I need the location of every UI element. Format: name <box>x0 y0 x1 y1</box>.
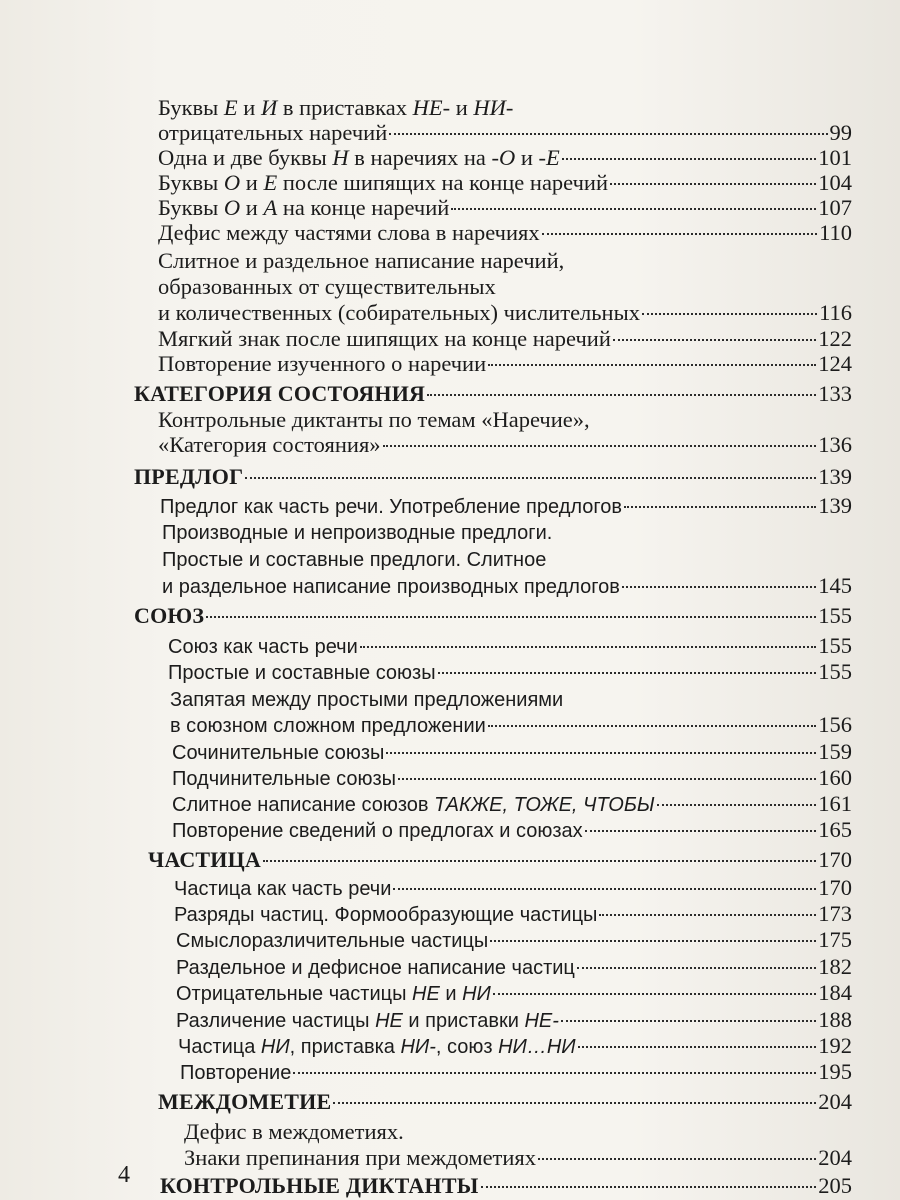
toc-entry <box>168 658 852 687</box>
toc-title-fragment: Производные и непроизводные предлоги. <box>162 522 553 544</box>
toc-title-fragment: Повторение <box>180 1062 292 1084</box>
toc-page-number: 104 <box>818 170 852 195</box>
toc-title-fragment: «Категория состояния» <box>158 432 381 457</box>
toc-entry-title <box>170 712 486 740</box>
toc-entry-title <box>158 95 513 120</box>
toc-entry-title <box>162 522 552 544</box>
toc-title-fragment: Одна и две буквы <box>158 145 333 170</box>
toc-page-number: 156 <box>818 712 852 737</box>
toc-entry-title <box>158 1088 331 1116</box>
toc-title-fragment: Раздельное и дефисное написание частиц <box>176 957 575 979</box>
toc-page-number: 133 <box>818 381 852 406</box>
toc-entry-title <box>162 549 546 571</box>
dot-leader <box>488 725 816 727</box>
toc-entry <box>174 874 852 903</box>
toc-entry <box>158 299 852 327</box>
dot-leader <box>578 1046 817 1048</box>
toc-page-number: 205 <box>818 1173 852 1198</box>
toc-entry-title <box>134 380 425 408</box>
toc-title-fragment: О <box>223 195 241 220</box>
toc-page-number: 101 <box>818 145 852 170</box>
toc-page-number: 184 <box>818 980 852 1005</box>
toc-title-fragment: Частица как часть речи <box>174 878 392 900</box>
toc-entry-title <box>172 791 655 819</box>
toc-title-fragment: Знаки препинания при междометиях <box>184 1145 537 1170</box>
toc-page-number: 155 <box>818 633 852 658</box>
toc-title-fragment: Отрицательные частицы <box>176 983 412 1005</box>
toc-entry-title <box>158 407 590 432</box>
toc-page-number: 136 <box>818 432 852 457</box>
toc-title-fragment: на конце наречий <box>277 195 450 220</box>
toc-entry-title <box>158 431 381 459</box>
toc-entry-title <box>160 1172 479 1200</box>
toc-title-fragment: и приставки <box>402 1010 525 1032</box>
toc-title-fragment: -О <box>491 145 516 170</box>
toc-title-fragment: , приставка <box>289 1036 401 1058</box>
dot-leader <box>562 158 816 160</box>
toc-entry-title <box>178 1033 576 1061</box>
toc-page-number: 124 <box>818 351 852 376</box>
toc-page-number: 175 <box>818 927 852 952</box>
toc-page-number: 204 <box>818 1145 852 1170</box>
toc-entry <box>184 1144 852 1172</box>
toc-title-fragment: в наречиях на <box>348 145 492 170</box>
page-number: 4 <box>118 1162 130 1188</box>
toc-entry <box>172 738 852 767</box>
toc-page-number: 182 <box>818 954 852 979</box>
toc-entry <box>172 790 852 819</box>
toc-entry-title <box>176 1007 559 1035</box>
toc-entry <box>174 900 852 929</box>
toc-entry-title <box>168 659 436 687</box>
toc-title-fragment: Союз как часть речи <box>168 636 358 658</box>
dot-leader <box>610 183 816 185</box>
dot-leader <box>622 586 816 588</box>
toc-entry <box>158 94 852 122</box>
toc-title-fragment: Разряды частиц. Формообразующие частицы <box>174 904 598 926</box>
toc-title-fragment: и <box>515 145 539 170</box>
dot-leader <box>538 1158 816 1160</box>
toc-entry-title <box>158 119 387 147</box>
dot-leader <box>393 888 816 890</box>
toc-page-number: 188 <box>818 1007 852 1032</box>
toc-title-fragment: и количественных (собирательных) числительных <box>158 300 640 325</box>
toc-title-fragment: ТАКЖЕ, ТОЖЕ, ЧТОБЫ <box>434 794 655 816</box>
toc-title-fragment: образованных от существительных <box>158 274 496 299</box>
toc-entry-title <box>158 274 496 299</box>
toc-title-fragment: Повторение изученного о наречии <box>158 351 487 376</box>
toc-entry <box>176 979 852 1008</box>
toc-page-number: 155 <box>818 659 852 684</box>
toc-section-heading <box>134 602 852 630</box>
toc-section-heading <box>160 1172 852 1200</box>
toc-title-fragment: НИ- <box>473 95 514 120</box>
toc-page-number: 155 <box>818 603 852 628</box>
dot-leader <box>451 208 816 210</box>
toc-page-number: 165 <box>818 817 852 842</box>
toc-entry-title <box>158 169 608 197</box>
toc-title-fragment: НЕ- <box>412 95 451 120</box>
toc-title-fragment: и <box>240 170 264 195</box>
toc-title-fragment: НИ <box>260 1036 290 1058</box>
toc-page-number: 139 <box>818 493 852 518</box>
toc-title-fragment: и <box>439 983 463 1005</box>
toc-page-number: 110 <box>819 220 852 245</box>
toc-entry-title <box>158 350 486 378</box>
toc-title-fragment: НИ- <box>400 1036 436 1058</box>
toc-entry <box>176 953 852 982</box>
toc-entry <box>158 194 852 222</box>
toc-title-fragment: Дефис в междометиях. <box>184 1119 404 1144</box>
dot-leader <box>383 445 817 447</box>
toc-title-fragment: ЧАСТИЦА <box>148 847 262 872</box>
dot-leader <box>333 1102 816 1104</box>
dot-leader <box>490 940 816 942</box>
toc-title-fragment: Е <box>223 95 238 120</box>
toc-entry <box>158 119 852 147</box>
toc-entry <box>178 1032 852 1061</box>
toc-entry-title <box>184 1119 404 1144</box>
toc-title-fragment: НЕ <box>375 1010 403 1032</box>
toc-entry-title <box>172 739 384 767</box>
toc-title-fragment: Слитное и раздельное написание наречий, <box>158 248 565 273</box>
toc-entry-title <box>170 689 563 711</box>
toc-page-number: 107 <box>818 195 852 220</box>
toc-page-number: 99 <box>829 120 852 145</box>
toc-entry-title <box>176 980 491 1008</box>
toc-entry-title <box>174 901 597 929</box>
toc-title-fragment: -Е <box>538 145 560 170</box>
toc-page-number: 204 <box>818 1089 852 1114</box>
dot-leader <box>245 477 816 479</box>
toc-entry <box>158 431 852 459</box>
toc-title-fragment: И <box>260 95 278 120</box>
toc-title-fragment: Буквы <box>158 195 224 220</box>
toc-title-fragment: в союзном сложном предложении <box>170 715 486 737</box>
toc-title-fragment: Дефис между частями слова в наречиях <box>158 220 540 245</box>
toc-entry <box>158 350 852 378</box>
toc-title-fragment: НЕ <box>412 983 440 1005</box>
toc-entry-title <box>158 299 640 327</box>
toc-entry-title <box>134 463 243 491</box>
toc-title-fragment: НЕ- <box>524 1010 559 1032</box>
dot-leader <box>398 778 816 780</box>
toc-section-heading <box>134 463 852 491</box>
toc-entry <box>162 546 852 574</box>
toc-title-fragment: Контрольные диктанты по темам «Наречие», <box>158 407 590 432</box>
toc-title-fragment: СОЮЗ <box>134 603 205 628</box>
toc-title-fragment: и <box>450 95 474 120</box>
toc-section-heading <box>134 380 852 408</box>
toc-entry <box>162 572 852 601</box>
dot-leader <box>438 672 817 674</box>
dot-leader <box>481 1186 817 1188</box>
toc-entry-title <box>158 194 449 222</box>
toc-title-fragment: Буквы <box>158 170 224 195</box>
toc-title-fragment: в приставках <box>277 95 413 120</box>
toc-entry <box>176 1006 852 1035</box>
toc-title-fragment: Повторение сведений о предлогах и союзах <box>172 820 583 842</box>
toc-title-fragment: А <box>263 195 278 220</box>
toc-title-fragment: и <box>240 195 264 220</box>
toc-entry-title <box>172 765 396 793</box>
toc-entry <box>158 219 852 247</box>
dot-leader <box>206 616 816 618</box>
toc-page-number: 160 <box>818 765 852 790</box>
toc-title-fragment: Различение частицы <box>176 1010 376 1032</box>
toc-title-fragment: Н <box>332 145 349 170</box>
toc-entry-title <box>172 817 583 845</box>
dot-leader <box>389 133 827 135</box>
toc-section-heading <box>158 1088 852 1116</box>
toc-title-fragment: Е <box>263 170 278 195</box>
toc-title-fragment: КАТЕГОРИЯ СОСТОЯНИЯ <box>134 381 426 406</box>
dot-leader <box>577 967 816 969</box>
dot-leader <box>599 914 816 916</box>
toc-entry <box>172 764 852 793</box>
dot-leader <box>493 993 816 995</box>
toc-title-fragment: отрицательных наречий <box>158 120 388 145</box>
toc-title-fragment: КОНТРОЛЬНЫЕ ДИКТАНТЫ <box>160 1173 479 1198</box>
toc-title-fragment: Буквы <box>158 95 224 120</box>
toc-entry-title <box>162 573 620 601</box>
toc-page-number: 161 <box>818 791 852 816</box>
toc-page-number: 173 <box>818 901 852 926</box>
dot-leader <box>386 752 816 754</box>
dot-leader <box>263 860 816 862</box>
toc-title-fragment: Запятая между простыми предложениями <box>170 689 564 711</box>
toc-entry-title <box>160 493 622 521</box>
toc-title-fragment: , союз <box>435 1036 499 1058</box>
toc-title-fragment: НИ <box>462 983 491 1005</box>
toc-entry <box>170 711 852 740</box>
dot-leader <box>613 339 816 341</box>
toc-entry <box>184 1118 852 1146</box>
toc-entry <box>158 273 852 301</box>
toc-page-number: 192 <box>818 1033 852 1058</box>
toc-entry-title <box>176 927 488 955</box>
toc-title-fragment: и раздельное написание производных предлогов <box>162 576 620 598</box>
toc-entry-title <box>158 248 564 273</box>
toc-entry-title <box>180 1059 291 1087</box>
dot-leader <box>657 804 817 806</box>
dot-leader <box>585 830 817 832</box>
dot-leader <box>642 313 817 315</box>
toc-title-fragment: после шипящих на конце наречий <box>277 170 609 195</box>
dot-leader <box>488 364 816 366</box>
toc-page-number: 159 <box>818 739 852 764</box>
toc-page-number: 145 <box>818 573 852 598</box>
toc-entry <box>160 492 852 521</box>
toc-entry-title <box>176 954 575 982</box>
toc-entry <box>162 519 852 547</box>
toc-section-heading <box>148 846 852 874</box>
toc-page-number: 116 <box>819 300 852 325</box>
toc-page-number: 195 <box>818 1059 852 1084</box>
toc-title-fragment: Предлог как часть речи. Употребление предлогов <box>160 496 622 518</box>
toc-title-fragment: Простые и составные предлоги. Слитное <box>162 549 547 571</box>
toc-title-fragment: Частица <box>178 1036 261 1058</box>
toc-entry-title <box>158 144 560 172</box>
toc-entry <box>176 926 852 955</box>
toc-title-fragment: ПРЕДЛОГ <box>134 464 244 489</box>
toc-title-fragment: Слитное написание союзов <box>172 794 435 816</box>
toc-title-fragment: и <box>237 95 261 120</box>
toc-entry <box>158 325 852 353</box>
toc-page-number: 170 <box>818 847 852 872</box>
toc-title-fragment: Смыслоразличительные частицы <box>176 930 489 952</box>
toc-entry <box>172 816 852 845</box>
toc-entry <box>158 144 852 172</box>
toc-entry-title <box>158 325 611 353</box>
toc-entry <box>158 247 852 275</box>
dot-leader <box>427 394 816 396</box>
toc-title-fragment: Сочинительные союзы <box>172 742 385 764</box>
toc-entry <box>180 1058 852 1087</box>
dot-leader <box>360 646 816 648</box>
toc-page-number: 170 <box>818 875 852 900</box>
toc-title-fragment: Мягкий знак после шипящих на конце наречий <box>158 326 611 351</box>
toc-title-fragment: О <box>223 170 241 195</box>
dot-leader <box>293 1072 816 1074</box>
dot-leader <box>561 1020 816 1022</box>
toc-entry-title <box>174 875 391 903</box>
toc-title-fragment: НИ…НИ <box>498 1036 576 1058</box>
toc-entry <box>170 686 852 714</box>
toc-entry-title <box>134 602 204 630</box>
toc-page-number: 122 <box>818 326 852 351</box>
toc-entry <box>158 169 852 197</box>
toc-entry-title <box>184 1144 536 1172</box>
toc-entry-title <box>148 846 261 874</box>
toc-entry-title <box>168 633 358 661</box>
toc-entry <box>158 406 852 434</box>
dot-leader <box>542 233 817 235</box>
toc-title-fragment: МЕЖДОМЕТИЕ <box>158 1089 332 1114</box>
toc-entry <box>168 632 852 661</box>
toc-entry-title <box>158 219 540 247</box>
toc-title-fragment: Простые и составные союзы <box>168 662 436 684</box>
toc-page-number: 139 <box>818 464 852 489</box>
toc-title-fragment: Подчинительные союзы <box>172 768 397 790</box>
dot-leader <box>624 506 816 508</box>
